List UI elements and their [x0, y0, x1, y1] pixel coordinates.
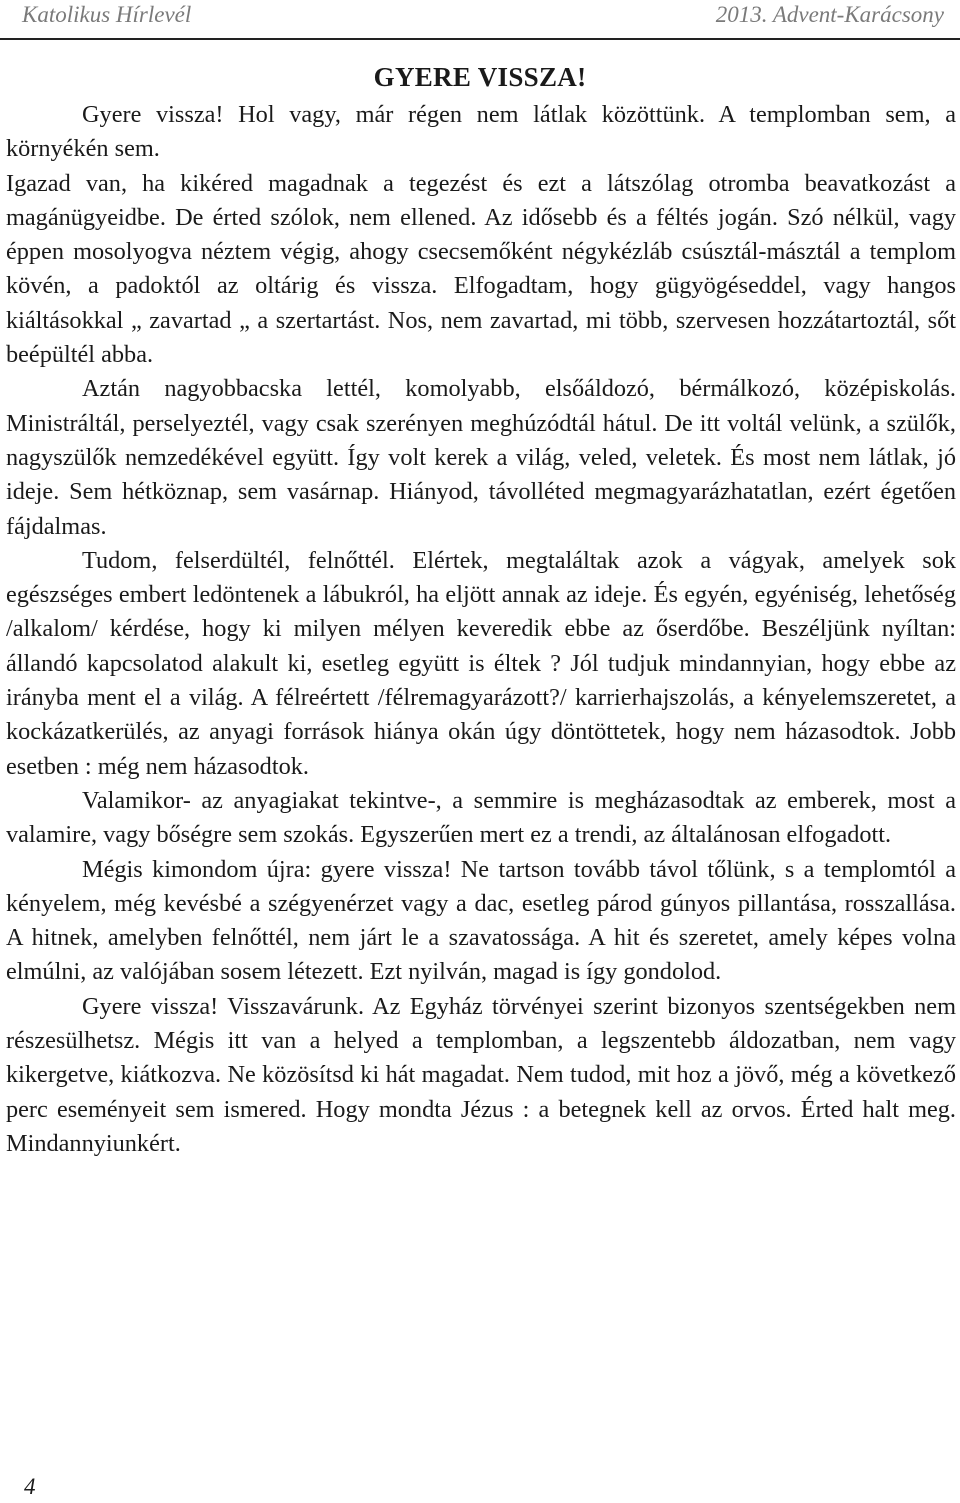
article-body [6, 98, 956, 1161]
issue-date: 2013. Advent-Karácsony [715, 2, 944, 27]
paragraph-2: Igazad van, ha kikéred magadnak a tegezést és ezt a látszólag otromba beavatkozást a magánügyeidbe. De érted szólok, nem ellened. Az idősebb és a féltés jogán. Szó nélkül, vagy éppen mosolyogva néztem végig, ahogy csecsemőként négykézláb csúsztál-másztál a templom kövén, a padoktól az oltárig és vissza. Elfogadtam, hogy gügyögéseddel, vagy hangos kiáltásokkal „ zavartad „ a szertartást. Nos, nem zavartad, mi több, szervesen hozzátartoztál, sőt beépültél abba. [6, 169, 956, 369]
publication-name: Katolikus Hírlevél [22, 2, 192, 27]
paragraph-5: Valamikor- az anyagiakat tekintve-, a semmire is megházasodtak az emberek, most a valamire, vagy bőségre sem szokás. Egyszerűen mert ez a trendi, az általánosan elfogadott. [6, 786, 956, 849]
paragraph-4: Tudom, felserdültél, felnőttél. Elértek, megtaláltak azok a vágyak, amelyek sok egészséges embert ledöntenek a lábukról, ha eljött annak az ideje. És egyén, egyéniség, lehetőség /alkalom/ kérdése, hogy ki milyen mélyen keveredik ebbe az őserdőbe. Beszéljünk nyíltan: állandó kapcsolatod alakult ki, esetleg együtt is éltek ? Jól tudjuk mindannyian, hogy ebbe az irányba ment el a világ. A félreértett /félremagyarázott?/ karrierhajszolás, a kényelemszeretet, a kockázatkerülés, az anyagi források hiánya okán úgy döntöttetek, hogy nem házasodtok. Jobb esetben : még nem házasodtok. [6, 546, 956, 780]
header-divider [0, 38, 960, 40]
paragraph-3: Aztán nagyobbacska lettél, komolyabb, elsőáldozó, bérmálkozó, középiskolás. Ministráltál, perselyeztél, vagy csak szerényen meghúzódtál hátul. De itt voltál velünk, a szülők, nagyszülők nemzedékével együtt. Így volt kerek a világ, veled, veletek. És most nem látlak, jó ideje. Sem hétköznap, sem vasárnap. Hiányod, távolléted megmagyarázhatatlan, ezért égetően fájdalmas. [6, 375, 956, 540]
paragraph-6: Mégis kimondom újra: gyere vissza! Ne tartson tovább távol tőlünk, s a templomtól a kényelem, még kevésbé a szégyenérzet vagy a dac, esetleg párod gúnyos pillantása, rosszallása. A hitnek, amelyben felnőttél, nem járt le a szavatossága. A hit és szeretet, amely képes volna elmúlni, az valójában sosem létezett. Ezt nyilván, magad is így gondolod. [6, 855, 956, 986]
paragraph-1: Gyere vissza! Hol vagy, már régen nem látlak közöttünk. A templomban sem, a környékén sem. [6, 101, 956, 163]
page-header [0, 0, 960, 40]
paragraph-7: Gyere vissza! Visszavárunk. Az Egyház törvényei szerint bizonyos szentségekben nem részesülhetsz. Mégis itt van a helyed a templomban, a legszentebb áldozatban, nem vagy kikergetve, kiátkozva. Ne közösítsd ki hát magadat. Nem tudod, mit hoz a jövő, még a következő perc eseményeit sem ismered. Hogy mondta Jézus : a betegnek kell az orvos. Érted halt meg. Mindannyiunkért. [6, 992, 956, 1157]
article-title: GYERE VISSZA! [373, 62, 587, 92]
page-number: 4 [24, 1474, 36, 1499]
